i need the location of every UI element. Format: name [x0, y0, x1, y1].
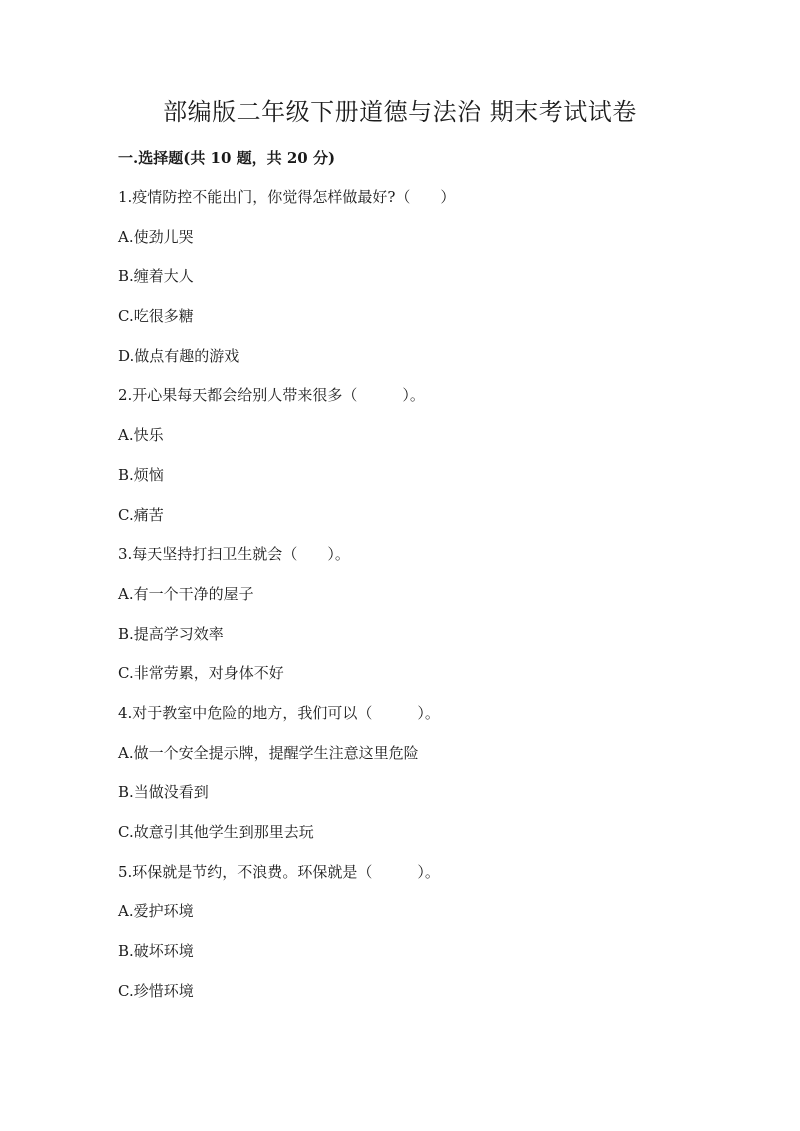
exam-title: 部编版二年级下册道德与法治 期末考试试卷 [163, 98, 637, 126]
question-4-option-a: A.做一个安全提示牌，提醒学生注意这里危险 [118, 743, 419, 762]
question-stem-3: 3.每天坚持打扫卫生就会（ ）。 [118, 545, 350, 564]
question-stem-2: 2.开心果每天都会给别人带来很多（ ）。 [118, 386, 425, 405]
question-3-option-a: A.有一个干净的屋子 [118, 584, 254, 603]
question-1-option-d: D.做点有趣的游戏 [118, 346, 240, 365]
question-3-option-b: B.提高学习效率 [118, 624, 224, 643]
question-2-option-a: A.快乐 [118, 426, 164, 445]
question-4-option-b: B.当做没看到 [118, 783, 209, 802]
question-stem-4: 4.对于教室中危险的地方，我们可以（ ）。 [118, 703, 440, 722]
question-stem-5: 5.环保就是节约，不浪费。环保就是（ ）。 [118, 862, 440, 881]
question-stem-1: 1.疫情防控不能出门，你觉得怎样做最好?（ ） [118, 188, 456, 206]
question-2-option-b: B.烦恼 [118, 465, 164, 484]
question-5-option-c: C.珍惜环境 [118, 981, 194, 1000]
question-list [118, 182, 718, 1015]
question-5-option-b: B.破坏环境 [118, 942, 194, 961]
question-5-option-a: A.爱护环境 [118, 902, 194, 921]
question-1-option-b: B.缠着大人 [118, 267, 194, 286]
question-1-option-a: A.使劲儿哭 [118, 227, 194, 246]
question-3-option-c: C.非常劳累，对身体不好 [118, 664, 284, 683]
section-heading-multiple-choice: 一.选择题(共 10 题，共 20 分) [118, 149, 336, 167]
question-2-option-c: C.痛苦 [118, 505, 164, 524]
question-1-option-c: C.吃很多糖 [118, 307, 194, 326]
question-4-option-c: C.故意引其他学生到那里去玩 [118, 823, 314, 841]
